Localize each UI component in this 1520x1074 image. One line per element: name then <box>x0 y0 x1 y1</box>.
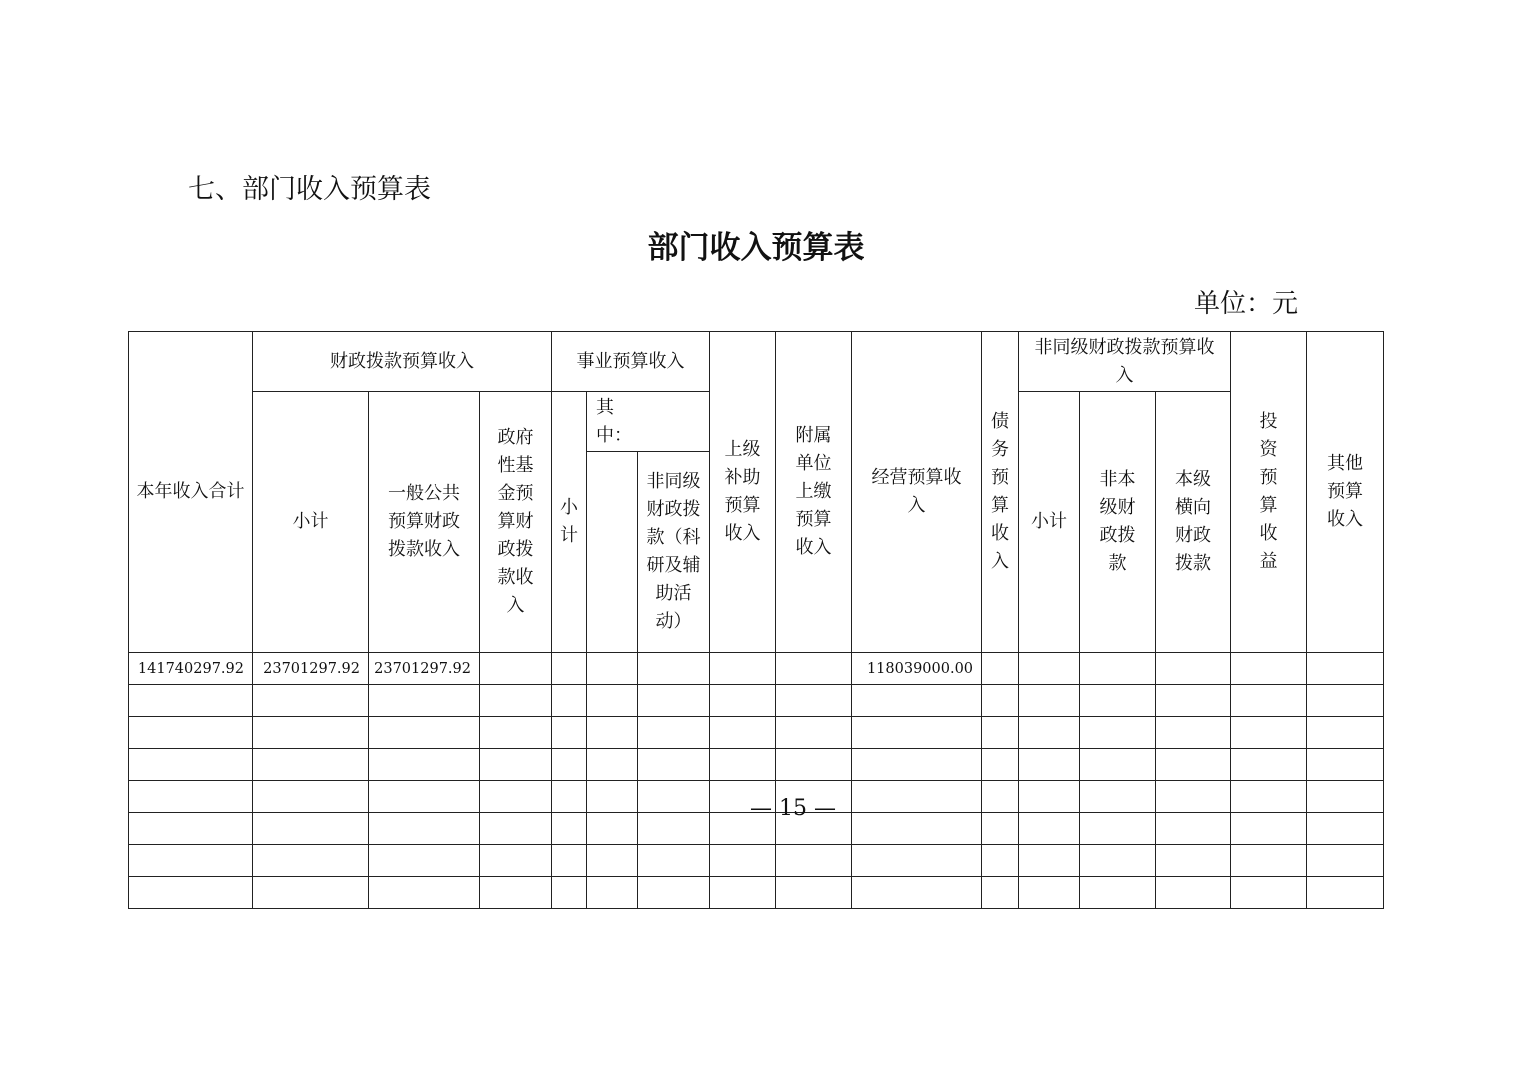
table-cell <box>638 653 710 685</box>
header-fiscal-group: 财政拨款预算收入 <box>253 332 552 392</box>
table-cell <box>710 845 776 877</box>
table-cell <box>852 749 982 781</box>
table-cell: 23701297.92 <box>253 653 369 685</box>
table-row <box>129 845 1384 877</box>
table-row <box>129 717 1384 749</box>
table-cell <box>982 717 1019 749</box>
table-cell <box>982 877 1019 909</box>
table-cell <box>253 749 369 781</box>
table-cell <box>1231 717 1307 749</box>
table-cell <box>710 685 776 717</box>
header-non-this-level: 非本级财政拨款 <box>1080 392 1156 653</box>
table-cell <box>253 717 369 749</box>
table-cell <box>638 749 710 781</box>
header-non-same-level-group: 非同级财政拨款预算收入 <box>1019 332 1231 392</box>
table-cell <box>480 877 552 909</box>
table-cell <box>369 717 480 749</box>
table-cell <box>1307 749 1384 781</box>
table-cell <box>253 685 369 717</box>
table-cell <box>587 653 638 685</box>
table-cell <box>587 749 638 781</box>
header-fiscal-general: 一般公共预算财政拨款收入 <box>369 392 480 653</box>
table-cell <box>480 653 552 685</box>
table-cell <box>982 749 1019 781</box>
header-operating: 经营预算收入 <box>852 332 982 653</box>
table-cell <box>587 845 638 877</box>
table-cell <box>1156 877 1231 909</box>
table-cell <box>776 653 852 685</box>
table-cell <box>369 685 480 717</box>
table-cell <box>1231 877 1307 909</box>
section-heading: 七、部门收入预算表 <box>188 174 431 205</box>
table-cell <box>480 685 552 717</box>
table-cell <box>1231 653 1307 685</box>
table-cell <box>1231 749 1307 781</box>
table-cell <box>369 845 480 877</box>
table-cell: 141740297.92 <box>129 653 253 685</box>
header-business-of-which: 其中： <box>587 392 710 452</box>
table-cell <box>1019 845 1080 877</box>
table-cell <box>776 749 852 781</box>
table-cell <box>638 717 710 749</box>
table-cell <box>1019 653 1080 685</box>
table-cell <box>1156 717 1231 749</box>
table-cell <box>552 845 587 877</box>
table-cell <box>776 877 852 909</box>
table-cell <box>982 653 1019 685</box>
table-cell <box>776 717 852 749</box>
header-other: 其他预算收入 <box>1307 332 1384 653</box>
table-row <box>129 685 1384 717</box>
table-cell <box>710 749 776 781</box>
table-row <box>129 749 1384 781</box>
table-cell: 118039000.00 <box>852 653 982 685</box>
table-cell <box>1307 845 1384 877</box>
table-body <box>129 653 1384 909</box>
header-affiliated: 附属单位上缴预算收入 <box>776 332 852 653</box>
table-cell <box>982 685 1019 717</box>
table-cell <box>1307 685 1384 717</box>
header-nsl-subtotal: 小计 <box>1019 392 1080 653</box>
header-business-non-same-level: 非同级财政拨款（科研及辅助活动） <box>638 452 710 653</box>
table-cell <box>1156 653 1231 685</box>
page-number: — 15 — <box>750 796 836 821</box>
table-cell <box>1019 685 1080 717</box>
header-superior-subsidy: 上级补助预算收入 <box>710 332 776 653</box>
table-cell <box>710 653 776 685</box>
header-business-blank <box>587 452 638 653</box>
table-cell <box>1307 717 1384 749</box>
table-cell <box>710 717 776 749</box>
table-cell <box>1307 877 1384 909</box>
table-cell <box>129 845 253 877</box>
header-investment: 投资预算收益 <box>1231 332 1307 653</box>
table-cell <box>1156 845 1231 877</box>
table-cell <box>129 717 253 749</box>
table-cell <box>1231 845 1307 877</box>
table-cell <box>552 717 587 749</box>
table-cell <box>852 685 982 717</box>
table-cell <box>369 749 480 781</box>
table-cell <box>982 845 1019 877</box>
table-cell <box>1019 749 1080 781</box>
table-row <box>129 877 1384 909</box>
table-cell <box>552 653 587 685</box>
table-cell <box>1231 685 1307 717</box>
header-business-group: 事业预算收入 <box>552 332 710 392</box>
table-cell <box>587 685 638 717</box>
header-debt: 债务预算收入 <box>982 332 1019 653</box>
header-fiscal-fund: 政府性基金预算财政拨款收入 <box>480 392 552 653</box>
table-cell <box>1156 749 1231 781</box>
table-cell <box>852 877 982 909</box>
page-title: 部门收入预算表 <box>647 230 865 266</box>
table-cell <box>253 877 369 909</box>
header-fiscal-subtotal: 小计 <box>253 392 369 653</box>
unit-label: 单位：元 <box>1193 289 1298 319</box>
table-cell <box>480 717 552 749</box>
table-cell <box>638 685 710 717</box>
table-cell <box>776 685 852 717</box>
table-cell <box>1156 685 1231 717</box>
table-cell: 23701297.92 <box>369 653 480 685</box>
table-cell <box>587 877 638 909</box>
table-cell <box>852 845 982 877</box>
table-cell <box>852 717 982 749</box>
table-cell <box>129 685 253 717</box>
table-cell <box>552 749 587 781</box>
table-cell <box>1080 685 1156 717</box>
table-cell <box>480 845 552 877</box>
table-cell <box>1080 845 1156 877</box>
header-horizontal: 本级横向财政拨款 <box>1156 392 1231 653</box>
table-cell <box>1307 653 1384 685</box>
table-cell <box>552 877 587 909</box>
table-cell <box>587 717 638 749</box>
table-cell <box>638 845 710 877</box>
table-cell <box>129 877 253 909</box>
header-total: 本年收入合计 <box>129 332 253 653</box>
table-cell <box>1080 653 1156 685</box>
header-business-subtotal: 小计 <box>552 392 587 653</box>
table-cell <box>369 877 480 909</box>
table-cell <box>1019 717 1080 749</box>
table-cell <box>776 845 852 877</box>
table-cell <box>552 685 587 717</box>
table-cell <box>638 877 710 909</box>
table-cell <box>1080 877 1156 909</box>
table-cell <box>1080 717 1156 749</box>
table-cell <box>253 845 369 877</box>
table-cell <box>129 749 253 781</box>
table-cell <box>710 877 776 909</box>
table-row <box>129 653 1384 685</box>
table-cell <box>1080 749 1156 781</box>
table-cell <box>480 749 552 781</box>
table-cell <box>1019 877 1080 909</box>
